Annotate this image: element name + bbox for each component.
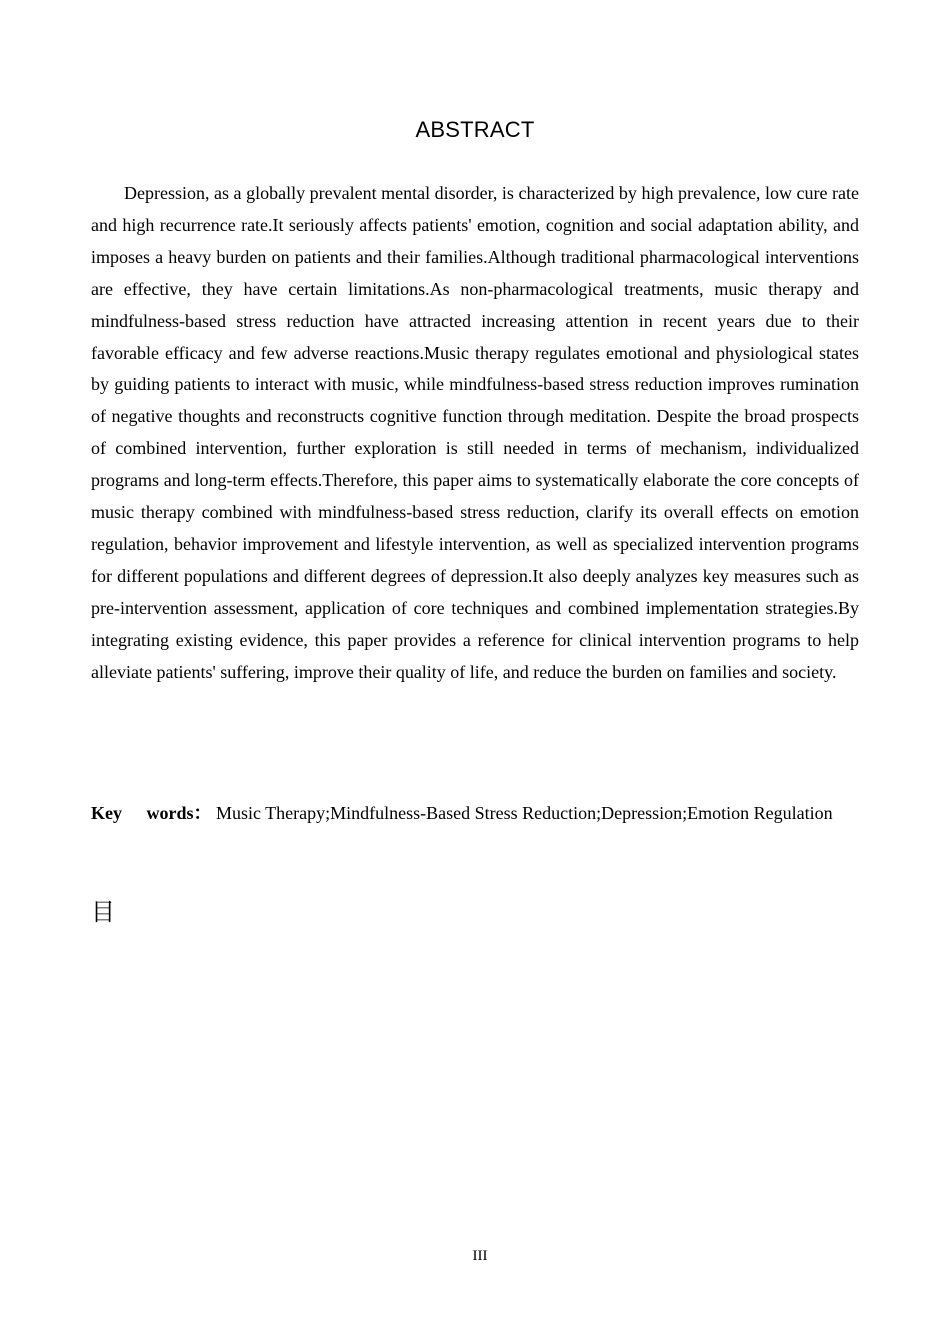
page-number: III <box>472 1248 488 1264</box>
abstract-body: Depression, as a globally prevalent mental disorder, is characterized by high prevalence, low cure rate and high recurrence rate.It seriously affects patients' emotion, cognition and social adaptation ability, and imposes a heavy burden on patients and their families.Although traditional pharmacological interventions are effective, they have certain limitations.As non-pharmacological treatments, music therapy and mindfulness-based stress reduction have attracted increasing attention in recent years due to their favorable efficacy and few adverse reactions.Music therapy regulates emotional and physiological states by guiding patients to interact with music, while mindfulness-based stress reduction improves rumination of negative thoughts and reconstructs cognitive function through meditation. Despite the broad prospects of combined intervention, further exploration is still needed in terms of mechanism, individualized programs and long-term effects.Therefore, this paper aims to systematically elaborate the core concepts of music therapy combined with mindfulness-based stress reduction, clarify its overall effects on emotion regulation, behavior improvement and lifestyle intervention, as well as specialized intervention programs for different populations and different degrees of depression.It also deeply analyzes key measures such as pre-intervention assessment, application of core techniques and combined implementation strategies.By integrating existing evidence, this paper provides a reference for clinical intervention programs to help alleviate patients' suffering, improve their quality of life, and reduce the burden on families and society. <box>91 183 859 682</box>
abstract-title: ABSTRACT <box>415 117 535 142</box>
keywords-label: Key words： <box>91 803 212 823</box>
keywords-text: Music Therapy;Mindfulness-Based Stress Reduction;Depression;Emotion Regulation <box>216 803 833 823</box>
keywords-line <box>91 795 859 831</box>
toc-heading: 目 <box>91 898 115 926</box>
